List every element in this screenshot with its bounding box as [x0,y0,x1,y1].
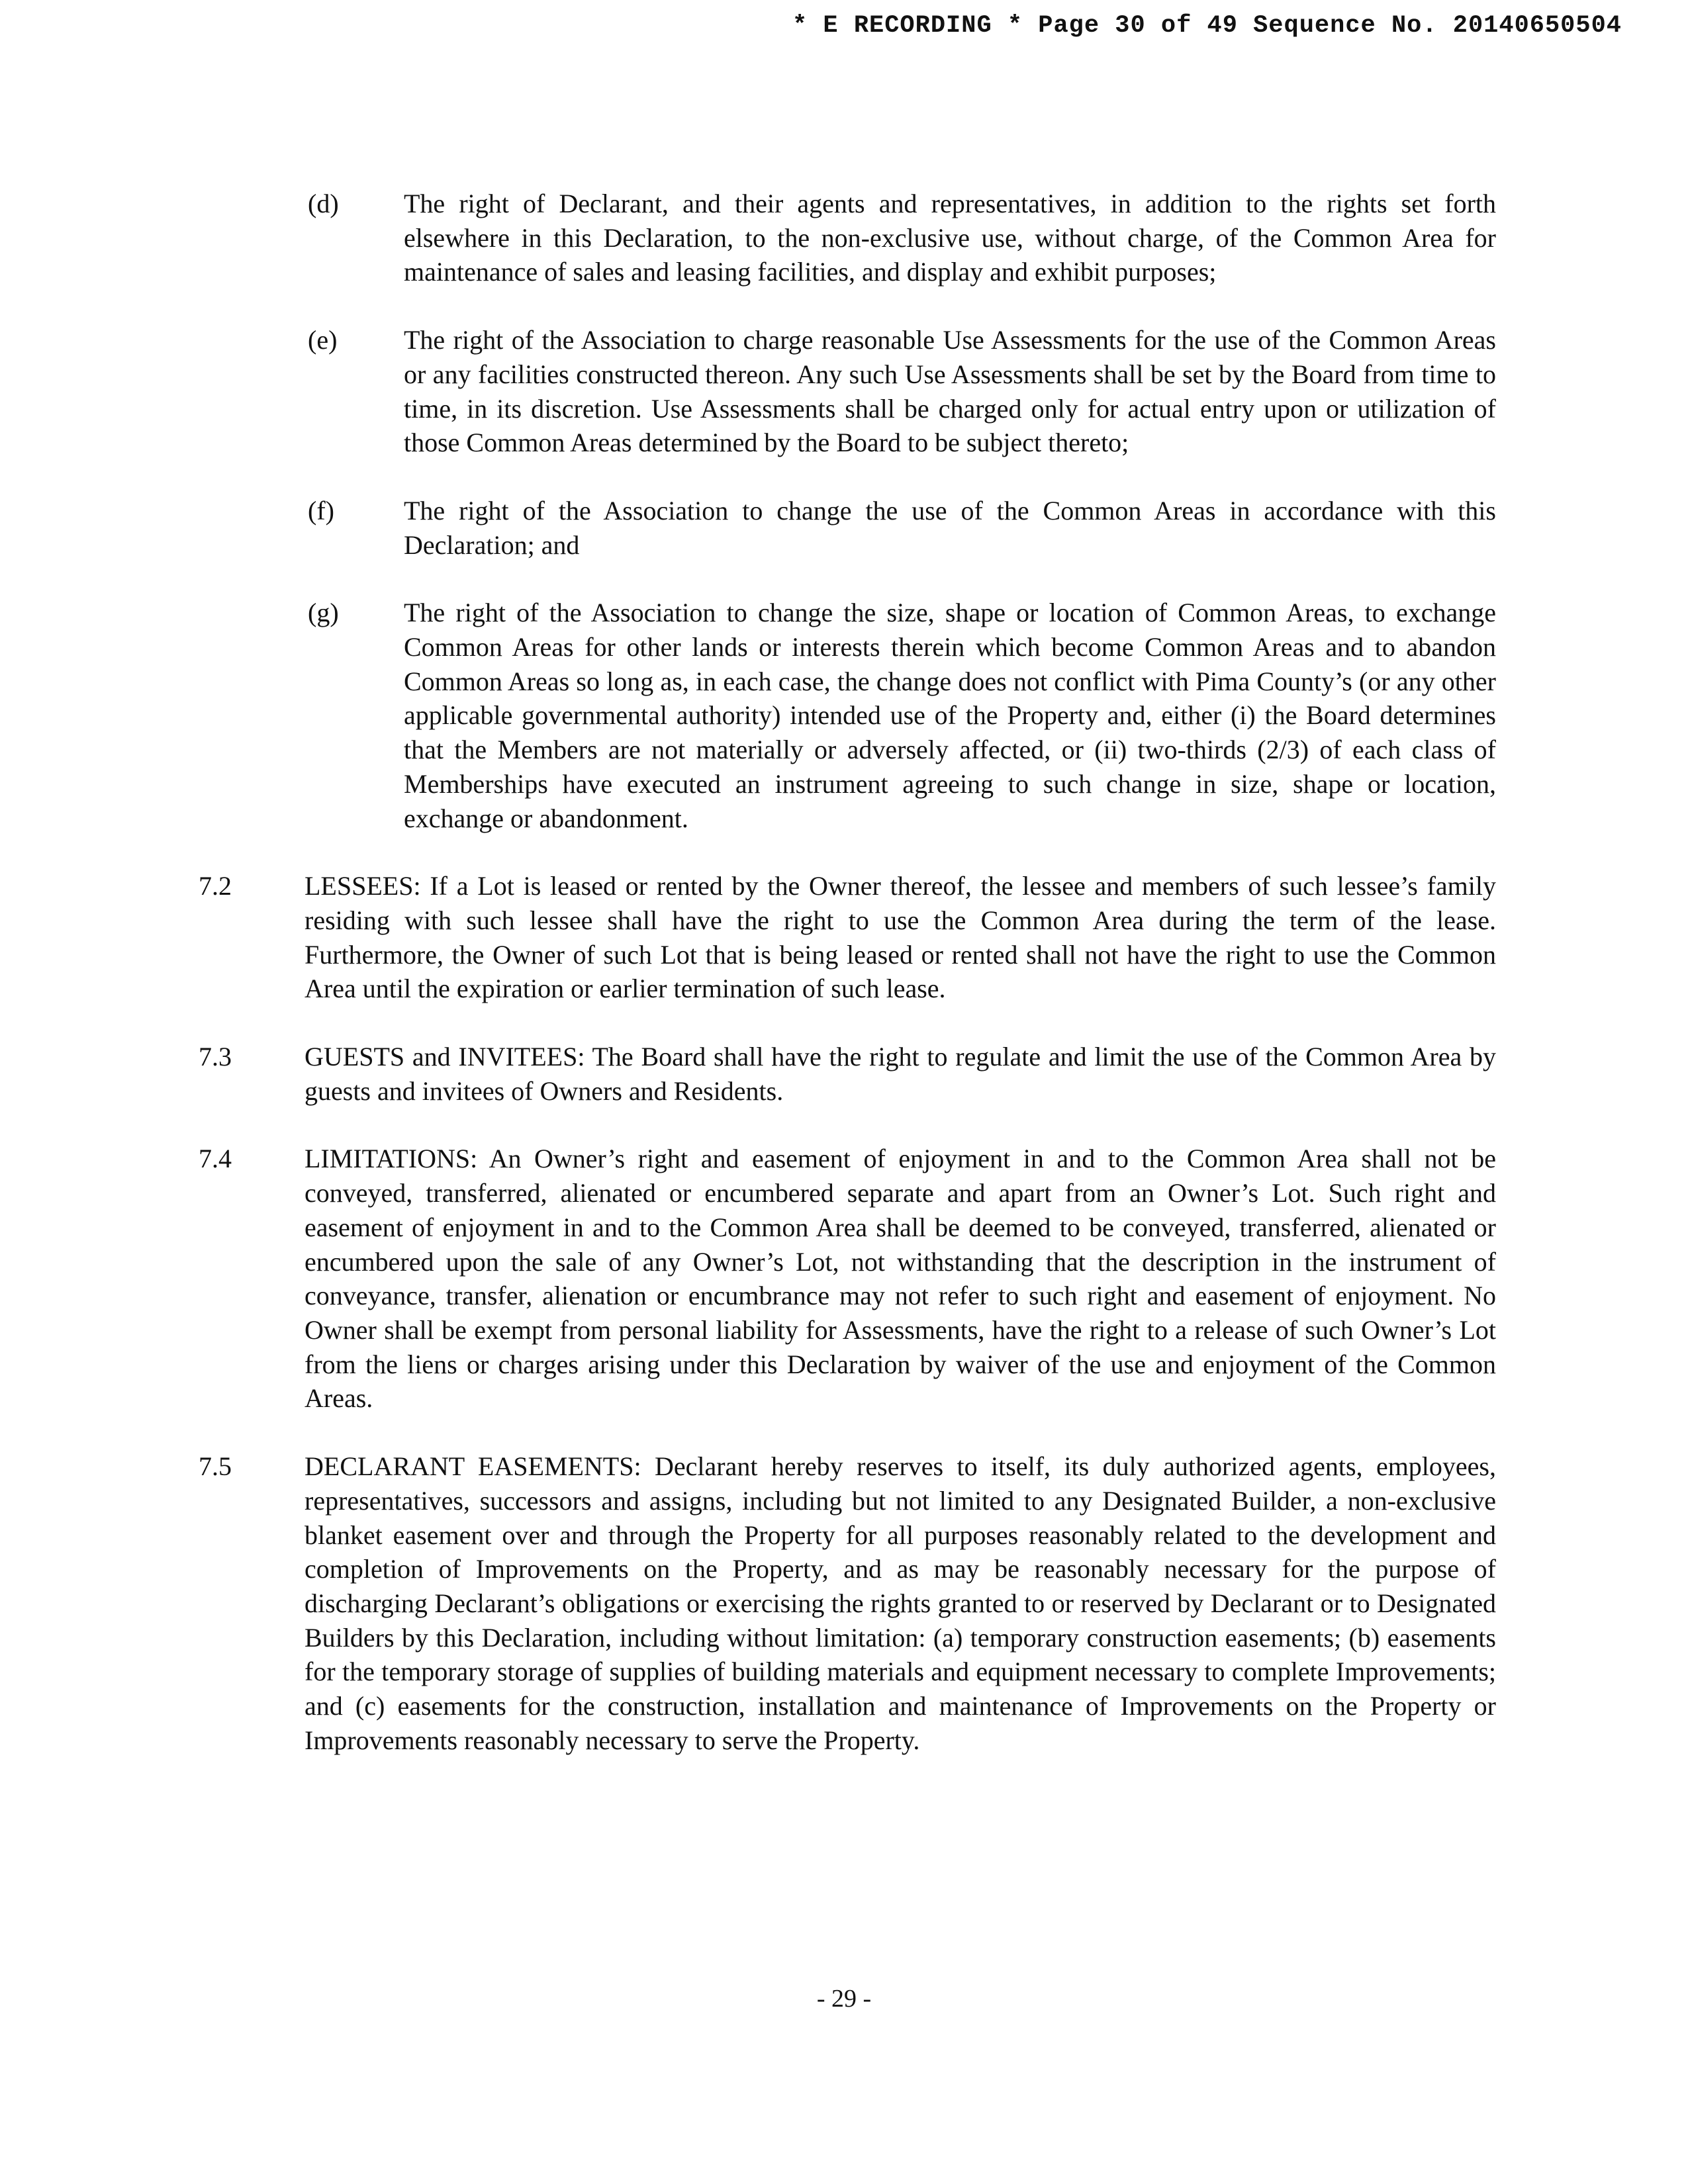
section-text: DECLARANT EASEMENTS: Declarant hereby reserves to itself, its duly authorized agents, employees, representatives, successors and assigns, including but not limited to any Designated Builder, a non-exclusive blanket easement over and through the Property for all purposes reasonably related to the development and completion of Improvements on the Property, and as may be reasonably necessary for the purpose of discharging Declarant’s obligations or exercising the rights granted to or reserved by Declarant or to Designated Builders by this Declaration, including without limitation: (a) temporary construction easements; (b) easements for the temporary storage of supplies of building materials and equipment necessary to complete Improvements; and (c) easements for the construction, installation and maintenance of Improvements on the Property or Improvements reasonably necessary to serve the Property. [305,1451,1496,1755]
subitem-label: (g) [308,598,339,628]
recording-header: * E RECORDING * Page 30 of 49 Sequence No. 20140650504 [792,12,1622,40]
subitem-label: (f) [308,495,334,525]
section-number: 7.3 [199,1042,232,1072]
section-7-3 [199,1040,1496,1108]
subitem-text: The right of the Association to change the use of the Common Areas in accordance with this Declaration; and [404,495,1496,560]
section-text: LESSEES: If a Lot is leased or rented by the Owner thereof, the lessee and members of such lessee’s family residing with such lessee shall have the right to use the Common Area during the term of the lease. Furthermore, the Owner of such Lot that is being leased or rented shall not have the right to use the Common Area until the expiration or earlier termination of such lease. [305,871,1496,1004]
page-number: - 29 - [816,1985,872,2013]
subitem-e [308,323,1496,460]
section-7-4 [199,1142,1496,1416]
subitem-label: (e) [308,325,338,355]
subitem-f [308,494,1496,562]
subitem-text: The right of Declarant, and their agents and representatives, in addition to the rights set forth elsewhere in this Declaration, to the non-exclusive use, without charge, of the Common Area for maintenance of sales and leasing facilities, and display and exhibit purposes; [404,189,1496,287]
subitem-text: The right of the Association to charge reasonable Use Assessments for the use of the Common Areas or any facilities constructed thereon. Any such Use Assessments shall be set by the Board from time to time, in its discretion. Use Assessments shall be charged only for actual entry upon or utilization of those Common Areas determined by the Board to be subject thereto; [404,325,1496,458]
document-body [199,187,1496,1757]
subitem-d [308,187,1496,289]
subitem-text: The right of the Association to change the size, shape or location of Common Areas, to exchange Common Areas for other lands or interests therein which become Common Areas and to abandon Common Areas so long as, in each case, the change does not conflict with Pima County’s (or any other applicable governmental authority) intended use of the Property and, either (i) the Board determines that the Members are not materially or adversely affected, or (ii) two-thirds (2/3) of each class of Memberships have executed an instrument agreeing to such change in size, shape or location, exchange or abandonment. [404,598,1496,833]
section-7-2 [199,869,1496,1006]
subitem-label: (d) [308,189,339,218]
section-number: 7.4 [199,1144,232,1174]
section-text: GUESTS and INVITEES: The Board shall have the right to regulate and limit the use of the Common Area by guests and invitees of Owners and Residents. [305,1042,1496,1106]
section-7-5 [199,1449,1496,1757]
section-number: 7.2 [199,871,232,901]
subitem-g [308,596,1496,835]
section-text: LIMITATIONS: An Owner’s right and easement of enjoyment in and to the Common Area shall not be conveyed, transferred, alienated or encumbered separate and apart from an Owner’s Lot. Such right and easement of enjoyment in and to the Common Area shall be deemed to be conveyed, transferred, alienated or encumbered upon the sale of any Owner’s Lot, not withstanding that the description in the instrument of conveyance, transfer, alienation or encumbrance may not refer to such right and easement of enjoyment. No Owner shall be exempt from personal liability for Assessments, have the right to a release of such Owner’s Lot from the liens or charges arising under this Declaration by waiver of the use and enjoyment of the Common Areas. [305,1144,1496,1414]
section-number: 7.5 [199,1451,232,1482]
